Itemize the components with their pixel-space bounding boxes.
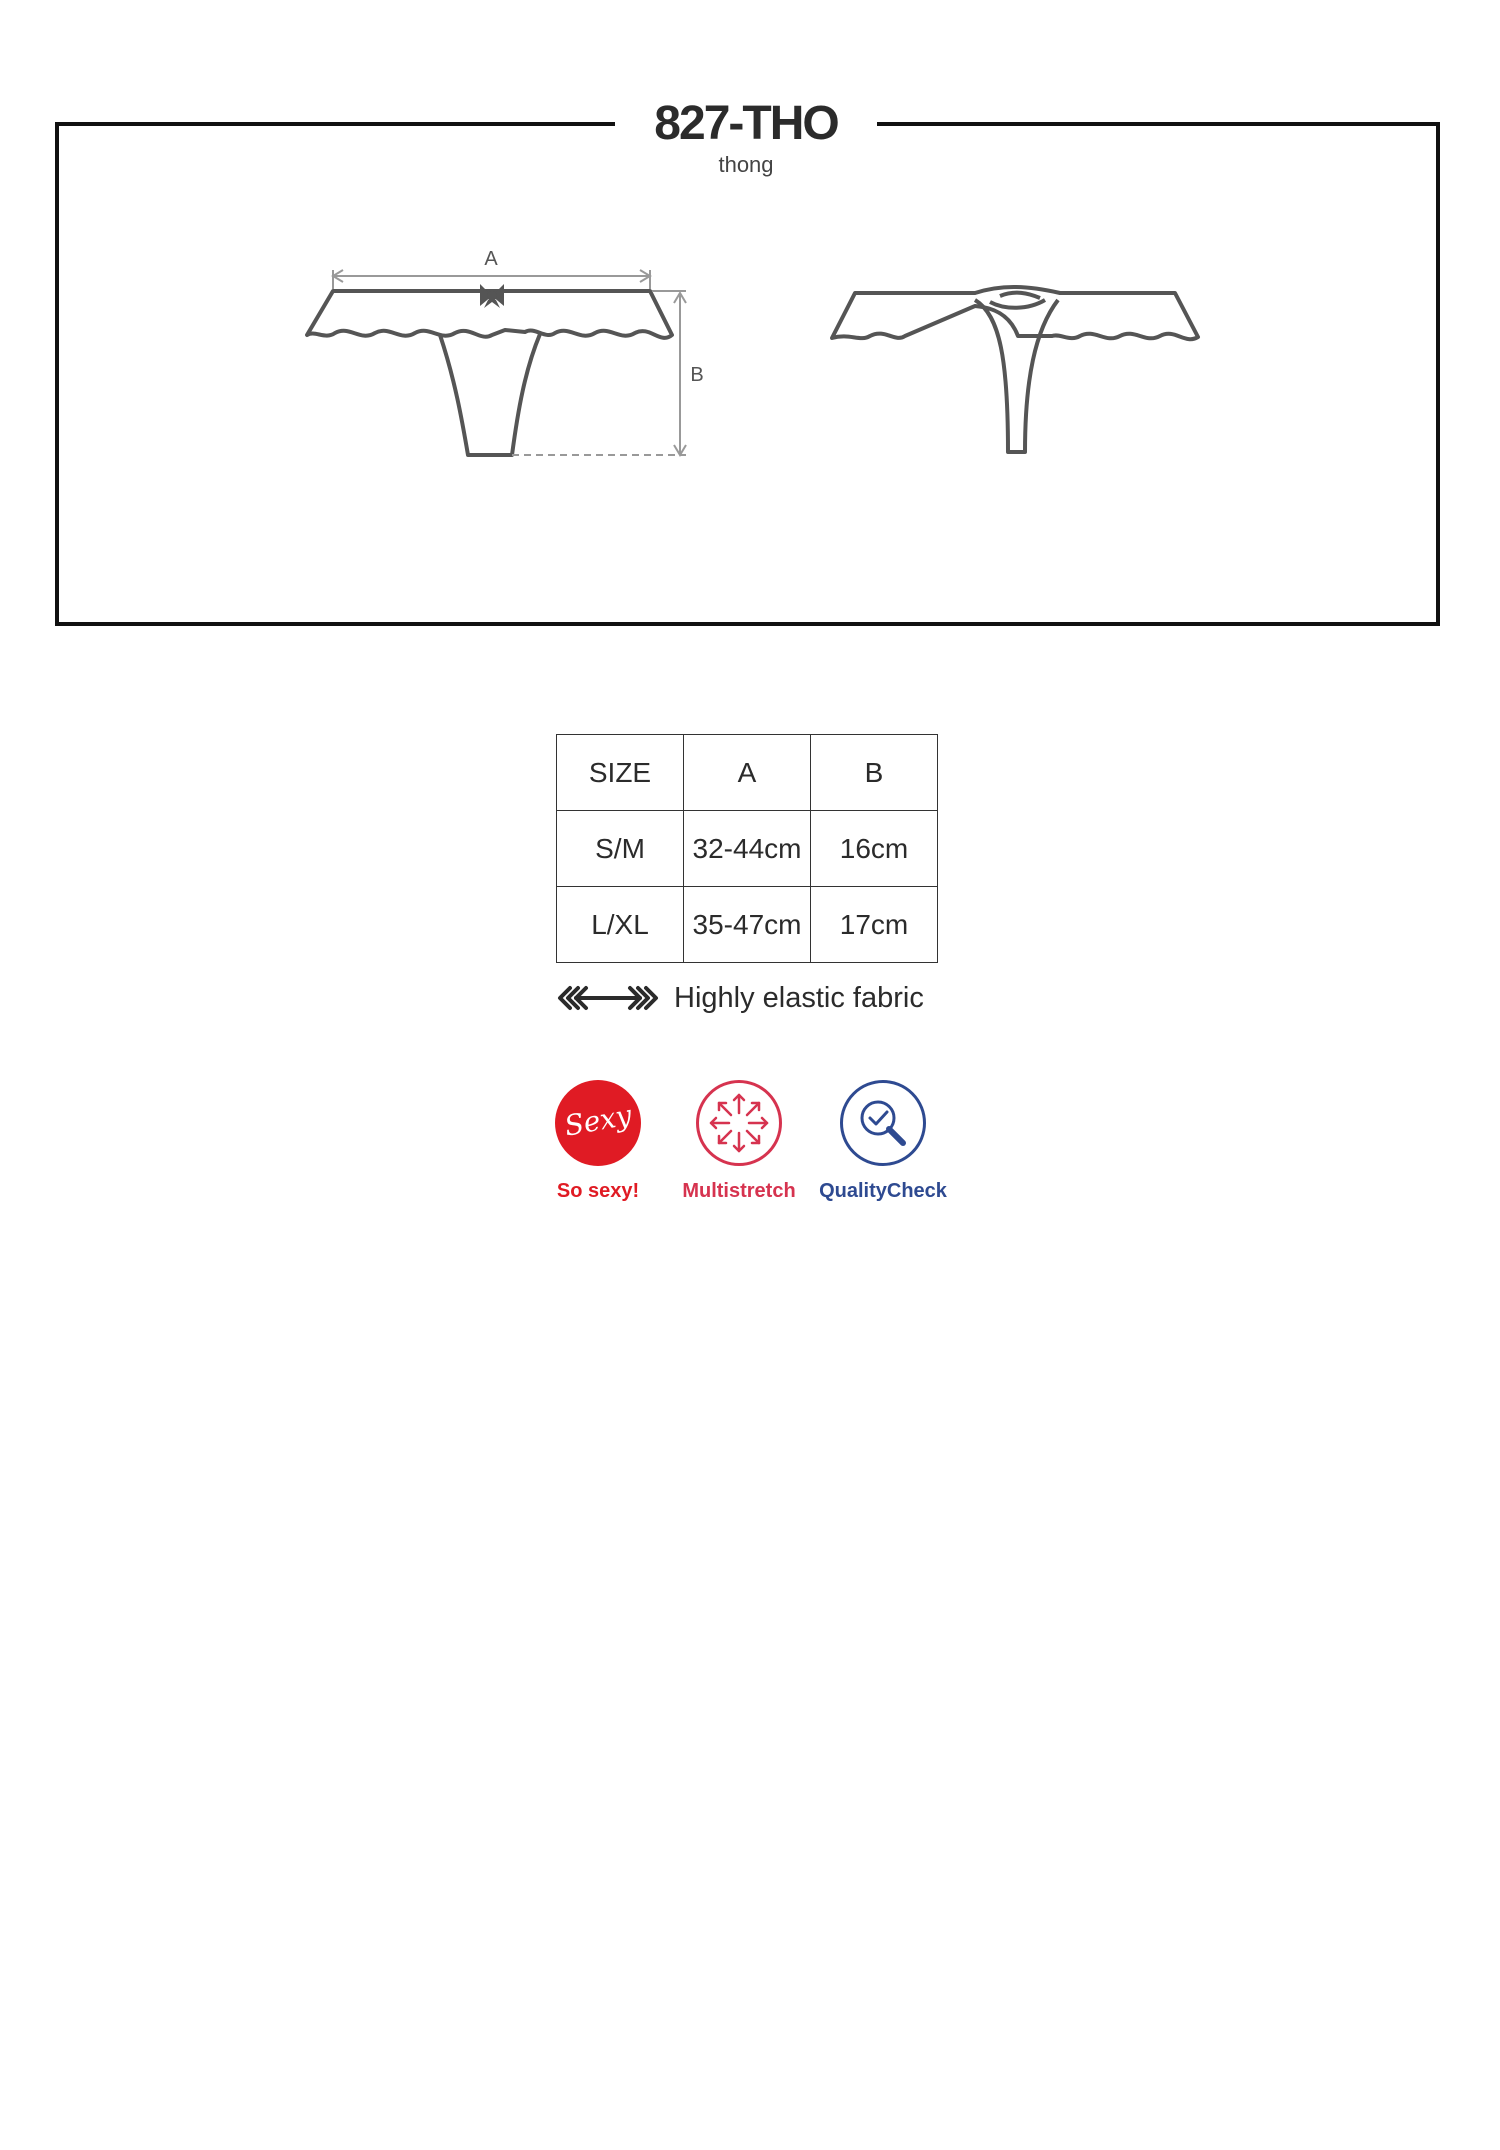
back-view-drawing	[832, 287, 1198, 452]
front-view-drawing	[307, 291, 672, 455]
table-row	[557, 811, 938, 887]
dimension-a-label: A	[484, 248, 498, 270]
table-header-row	[557, 735, 938, 811]
elastic-text: Highly elastic fabric	[674, 981, 924, 1014]
table-row	[557, 887, 938, 963]
badge-label: Multistretch	[682, 1180, 796, 1202]
table-header-cell: B	[811, 735, 938, 811]
bow-icon	[480, 284, 504, 308]
badge-multistretch	[664, 1080, 814, 1203]
table-header-cell: SIZE	[557, 735, 684, 811]
badge-quality-check	[808, 1080, 958, 1203]
table-header-cell: A	[684, 735, 811, 811]
garment-diagram	[0, 0, 1500, 650]
sexy-icon	[555, 1080, 641, 1166]
table-cell: 32-44cm	[684, 811, 811, 887]
badge-so-sexy	[523, 1080, 673, 1203]
table-cell: L/XL	[557, 887, 684, 963]
dimension-b-label: B	[690, 364, 704, 386]
table-cell: 35-47cm	[684, 887, 811, 963]
elastic-feature	[556, 978, 924, 1018]
dimension-a-line	[333, 270, 650, 289]
product-title: 827-THO	[654, 97, 838, 150]
product-subtitle: thong	[718, 152, 774, 177]
dimension-b-line	[512, 291, 686, 455]
double-arrow-icon	[556, 983, 660, 1013]
table-cell: S/M	[557, 811, 684, 887]
table-cell: 17cm	[811, 887, 938, 963]
size-table	[556, 734, 938, 963]
sexy-icon-text: Sexy	[561, 1098, 635, 1143]
table-cell: 16cm	[811, 811, 938, 887]
badge-label: QualityCheck	[819, 1180, 947, 1202]
quality-check-icon	[840, 1080, 926, 1166]
badge-label: So sexy!	[556, 1180, 640, 1202]
multistretch-icon	[696, 1080, 782, 1166]
